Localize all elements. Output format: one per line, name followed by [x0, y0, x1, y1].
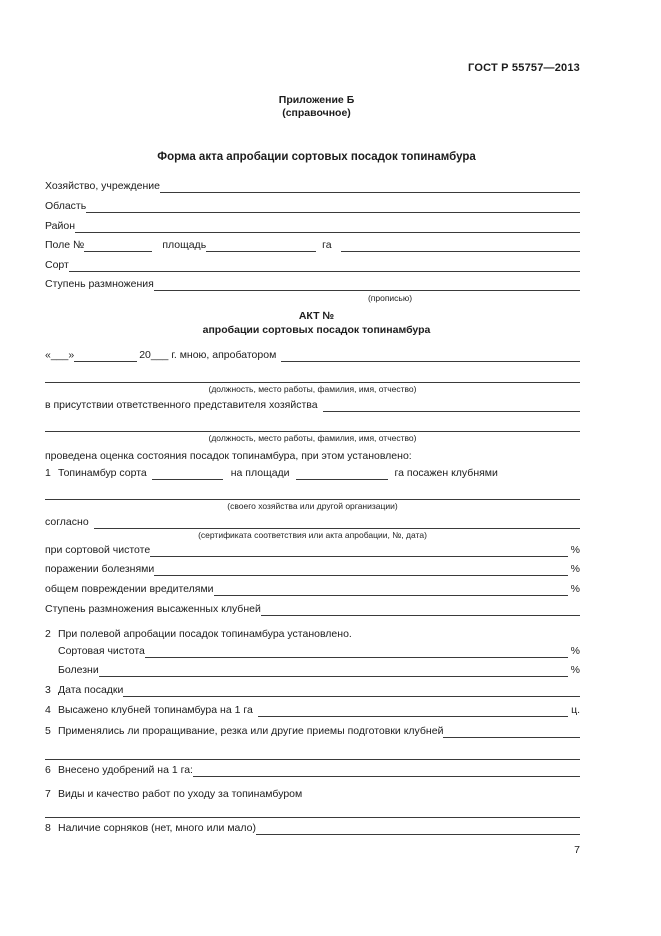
item1-planted-label: га посажен клубнями — [394, 467, 498, 479]
variety-field-row — [45, 256, 580, 272]
item4-number: 4 — [45, 704, 51, 716]
disease-row — [45, 560, 580, 576]
disease-label: поражении болезнями — [45, 563, 155, 575]
disease-blank-line — [154, 559, 567, 576]
percent-sign: % — [570, 563, 580, 575]
item2-purity-row — [58, 642, 580, 658]
according-blank-line — [94, 512, 580, 529]
appendix-label: Приложение Б — [278, 94, 355, 106]
item2-purity-label: Сортовая чистота — [58, 645, 145, 657]
item4-row — [45, 701, 580, 717]
item1-org-blank-line — [45, 483, 580, 500]
percent-sign: % — [570, 544, 580, 556]
varietal-purity-row — [45, 541, 580, 557]
item5-blank-line-2 — [45, 743, 580, 760]
varietal-purity-blank-line — [150, 540, 568, 557]
field-no-blank-line — [84, 235, 152, 252]
hectare-label: га — [322, 239, 332, 251]
act-heading — [45, 310, 588, 337]
representative-blank-line-2 — [45, 415, 580, 432]
act-date-row — [45, 346, 580, 362]
item4-blank-line — [258, 700, 568, 717]
date-year-approbator-label: 20___ г. мною, апробатором — [139, 349, 277, 361]
item1-row — [45, 464, 580, 480]
position-note-2: (должность, место работы, фамилия, имя, отчество) — [208, 433, 417, 443]
approbator-continuation-row — [45, 367, 580, 383]
page-number: 7 — [574, 844, 580, 856]
variety-blank-line — [69, 255, 580, 272]
item6-row — [45, 761, 580, 777]
representative-row — [45, 396, 580, 412]
item7-number: 7 — [45, 788, 51, 800]
item4-label: Высажено клубней топинамбура на 1 га — [58, 704, 253, 716]
item5-blank-line — [443, 721, 580, 738]
item5-row — [45, 722, 580, 738]
representative-label: в присутствии ответственного представителя хозяйства — [45, 399, 318, 411]
area-label: площадь — [162, 239, 207, 251]
item3-blank-line — [123, 680, 580, 697]
pests-label: общем повреждении вредителями — [45, 583, 214, 595]
pests-row — [45, 580, 580, 596]
item5-continuation-row — [45, 744, 580, 760]
standard-number: ГОСТ Р 55757—2013 — [468, 62, 580, 74]
position-note: (должность, место работы, фамилия, имя, отчество) — [208, 384, 417, 394]
representative-blank-line — [323, 395, 580, 412]
tubers-stage-row — [45, 600, 580, 616]
item1-area-blank-line — [296, 463, 388, 480]
item6-number: 6 — [45, 764, 51, 776]
district-label: Район — [45, 220, 75, 232]
certificate-note: (сертификата соответствия или акта апробации, №, дата) — [198, 530, 427, 540]
region-field-row — [45, 197, 580, 213]
reproduction-stage-label: Ступень размножения — [45, 278, 154, 290]
item1-variety-blank-line — [152, 463, 223, 480]
item2-number: 2 — [45, 628, 51, 640]
percent-sign: % — [570, 583, 580, 595]
item8-blank-line — [256, 818, 580, 835]
item5-number: 5 — [45, 725, 51, 737]
in-words-note: (прописью) — [367, 293, 413, 303]
item7-blank-line — [45, 801, 580, 818]
according-label: согласно — [45, 516, 89, 528]
item6-label: Внесено удобрений на 1 га: — [58, 764, 193, 776]
item1-variety-label: Топинамбур сорта — [58, 467, 147, 479]
item7-row — [45, 785, 580, 801]
district-field-row — [45, 217, 580, 233]
item1-org-line-row — [45, 484, 580, 500]
tubers-stage-label: Ступень размножения высаженных клубней — [45, 603, 261, 615]
percent-sign: % — [570, 645, 580, 657]
area-blank-line — [206, 235, 316, 252]
district-blank-line — [75, 216, 580, 233]
approbator-blank-line — [281, 345, 580, 362]
date-quotes: «___» — [45, 349, 75, 361]
item2-disease-label: Болезни — [58, 664, 99, 676]
assessment-intro-row — [45, 447, 580, 463]
org-note: (своего хозяйства или другой организации) — [227, 501, 398, 511]
appendix-note: (справочное) — [282, 107, 351, 119]
reproduction-stage-row — [45, 275, 580, 291]
appendix-heading — [45, 94, 588, 120]
item1-number: 1 — [45, 467, 51, 479]
approbator-blank-line-2 — [45, 366, 580, 383]
item2-label: При полевой апробации посадок топинамбура установлено. — [58, 628, 352, 640]
field-number-row — [45, 236, 580, 252]
farm-field-row — [45, 177, 580, 193]
item3-label: Дата посадки — [58, 684, 124, 696]
item1-area-label: на площади — [230, 467, 290, 479]
farm-label: Хозяйство, учреждение — [45, 180, 160, 192]
tubers-stage-blank-line — [261, 599, 580, 616]
date-month-blank-line — [74, 345, 137, 362]
assessment-intro-label: проведена оценка состояния посадок топинамбура, при этом установлено: — [45, 450, 412, 462]
item5-label: Применялись ли проращивание, резка или другие приемы подготовки клубней — [58, 725, 444, 737]
farm-blank-line — [160, 176, 580, 193]
hectare-blank-line — [341, 235, 580, 252]
varietal-purity-label: при сортовой чистоте — [45, 544, 151, 556]
pests-blank-line — [214, 579, 568, 596]
item2-row — [45, 625, 580, 641]
item2-disease-blank-line — [99, 660, 568, 677]
item2-purity-blank-line — [145, 641, 568, 658]
variety-label: Сорт — [45, 259, 69, 271]
region-blank-line — [86, 196, 580, 213]
representative-continuation-row — [45, 416, 580, 432]
item6-blank-line — [193, 760, 580, 777]
item2-disease-row — [58, 661, 580, 677]
item8-number: 8 — [45, 822, 51, 834]
item8-label: Наличие сорняков (нет, много или мало) — [58, 822, 256, 834]
item7-label: Виды и качество работ по уходу за топинамбуром — [58, 788, 303, 800]
item3-number: 3 — [45, 684, 51, 696]
region-label: Область — [45, 200, 87, 212]
centner-unit-label: ц. — [571, 704, 580, 716]
percent-sign: % — [570, 664, 580, 676]
item8-row — [45, 819, 580, 835]
reproduction-stage-blank-line — [154, 274, 580, 291]
act-number-title: АКТ № — [298, 310, 335, 322]
field-no-label: Поле № — [45, 239, 85, 251]
act-subtitle: апробации сортовых посадок топинамбура — [202, 323, 431, 336]
item3-row — [45, 681, 580, 697]
according-row — [45, 513, 580, 529]
form-title: Форма акта апробации сортовых посадок топинамбура — [157, 151, 476, 163]
item7-continuation-row — [45, 802, 580, 818]
